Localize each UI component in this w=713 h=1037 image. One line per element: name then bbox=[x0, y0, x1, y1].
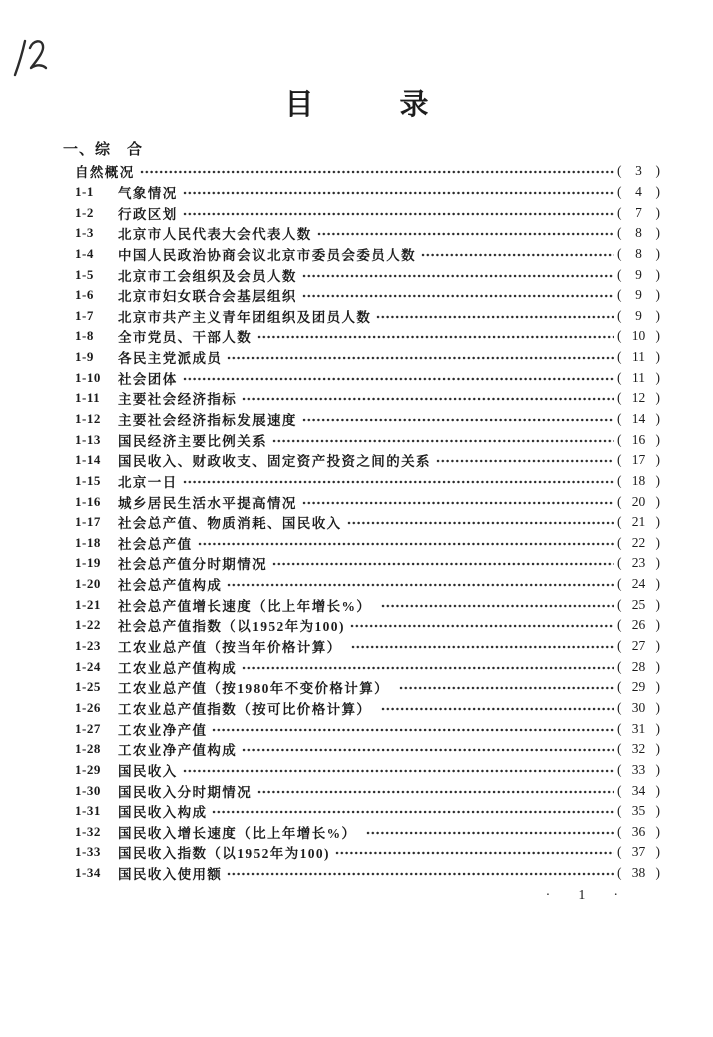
close-paren: ) bbox=[655, 349, 660, 365]
open-paren: ( bbox=[617, 411, 622, 426]
dot-leader bbox=[242, 748, 614, 752]
page-number: 24 bbox=[631, 576, 646, 592]
open-paren: ( bbox=[617, 761, 622, 777]
entry-number: 1-2 bbox=[75, 204, 94, 220]
open-paren: ( bbox=[617, 638, 622, 654]
page-number: 16 bbox=[631, 431, 646, 447]
entry-number: 1-8 bbox=[75, 328, 94, 344]
entry-title: 国民收入、财政收支、固定资产投资之间的关系 bbox=[118, 454, 431, 470]
entry-page bbox=[617, 803, 660, 819]
dot-leader bbox=[335, 851, 614, 855]
entry-title: 社会总产值构成 bbox=[118, 578, 223, 594]
toc-entry bbox=[75, 161, 660, 182]
dot-leader bbox=[242, 666, 614, 670]
toc-entry bbox=[75, 223, 660, 244]
close-paren: ) bbox=[655, 741, 660, 757]
open-paren: ( bbox=[617, 390, 622, 406]
entry-number: 1-11 bbox=[75, 390, 101, 406]
entry-number: 1-20 bbox=[75, 576, 101, 592]
entry-title: 北京一日 bbox=[118, 474, 178, 490]
page-title-char-right: 录 bbox=[399, 89, 429, 121]
toc-entry bbox=[75, 822, 660, 843]
dot-leader bbox=[347, 521, 615, 525]
toc-entry bbox=[75, 388, 660, 409]
entry-page bbox=[617, 844, 660, 860]
open-paren: ( bbox=[617, 534, 622, 550]
entry-title: 自然概况 bbox=[75, 165, 135, 181]
page-number-footer: · 1 · bbox=[545, 888, 625, 903]
entry-number: 1-26 bbox=[75, 699, 101, 715]
page-number: 35 bbox=[631, 803, 646, 819]
close-paren: ) bbox=[655, 596, 660, 612]
dot-leader bbox=[381, 707, 614, 711]
entry-page bbox=[617, 184, 660, 200]
entry-page bbox=[617, 741, 660, 757]
handwritten-mark bbox=[10, 34, 58, 84]
entry-page bbox=[617, 700, 660, 716]
dot-leader bbox=[302, 418, 614, 422]
entry-page bbox=[617, 432, 660, 448]
entry-title: 国民收入使用额 bbox=[118, 867, 223, 883]
toc-entry bbox=[75, 760, 660, 781]
dot-leader bbox=[302, 501, 614, 505]
entry-page bbox=[617, 576, 660, 592]
page-number: 37 bbox=[631, 844, 646, 860]
page-number: 29 bbox=[631, 679, 646, 695]
entry-page bbox=[617, 824, 660, 840]
dot-leader bbox=[212, 810, 614, 814]
entry-number: 1-7 bbox=[75, 307, 94, 323]
open-paren: ( bbox=[617, 865, 622, 881]
entry-title: 全市党员、干部人数 bbox=[118, 330, 253, 346]
close-paren: ) bbox=[655, 761, 660, 777]
toc-entry bbox=[75, 450, 660, 471]
close-paren: ) bbox=[655, 163, 660, 179]
entry-title: 工农业总产值指数（按可比价格计算） bbox=[118, 701, 377, 717]
entry-title: 城乡居民生活水平提高情况 bbox=[118, 495, 297, 511]
entry-title: 社会总产值分时期情况 bbox=[118, 557, 267, 573]
entry-number: 1-15 bbox=[75, 472, 101, 488]
entry-number: 1-9 bbox=[75, 349, 94, 365]
dot-leader bbox=[399, 686, 614, 690]
dot-leader bbox=[381, 604, 614, 608]
toc-entry bbox=[75, 491, 660, 512]
entry-title: 国民收入 bbox=[118, 763, 178, 779]
dot-leader bbox=[183, 191, 614, 195]
entry-title: 各民主党派成员 bbox=[118, 351, 223, 367]
entry-page bbox=[617, 514, 660, 530]
toc-entry bbox=[75, 409, 660, 430]
open-paren: ( bbox=[617, 782, 622, 798]
close-paren: ) bbox=[655, 679, 660, 695]
toc-entry bbox=[75, 347, 660, 368]
entry-page bbox=[617, 659, 660, 675]
toc-entry bbox=[75, 656, 660, 677]
page-number: 32 bbox=[631, 741, 646, 757]
toc-entry bbox=[75, 615, 660, 636]
entry-title: 社会总产值增长速度（比上年增长%） bbox=[118, 598, 377, 614]
close-paren: ) bbox=[655, 493, 660, 509]
open-paren: ( bbox=[617, 328, 622, 344]
entry-title: 国民经济主要比例关系 bbox=[118, 433, 267, 449]
close-paren: ) bbox=[655, 865, 660, 881]
dot-leader bbox=[227, 872, 614, 876]
entry-page bbox=[617, 349, 660, 365]
page-title bbox=[0, 82, 713, 123]
open-paren: ( bbox=[617, 514, 622, 530]
entry-number: 1-18 bbox=[75, 534, 101, 550]
entry-page bbox=[617, 205, 660, 221]
dot-leader bbox=[183, 377, 614, 381]
entry-number: 1-23 bbox=[75, 638, 101, 654]
page-number: 36 bbox=[631, 823, 646, 839]
page-number: 31 bbox=[631, 720, 646, 736]
page-number: 30 bbox=[631, 699, 646, 715]
open-paren: ( bbox=[617, 617, 622, 633]
dot-leader bbox=[272, 562, 614, 566]
dot-leader bbox=[302, 294, 614, 298]
toc-entry bbox=[75, 202, 660, 223]
open-paren: ( bbox=[617, 307, 622, 323]
close-paren: ) bbox=[655, 183, 660, 199]
dot-leader bbox=[302, 274, 614, 278]
entry-number: 1-12 bbox=[75, 411, 101, 426]
open-paren: ( bbox=[617, 369, 622, 385]
close-paren: ) bbox=[655, 390, 660, 406]
entry-page bbox=[617, 328, 660, 344]
entry-page bbox=[617, 617, 660, 633]
entry-number: 1-17 bbox=[75, 514, 101, 530]
toc-entry bbox=[75, 842, 660, 863]
page-number: 14 bbox=[631, 411, 646, 426]
entry-number: 1-29 bbox=[75, 761, 101, 777]
entry-title: 工农业净产值构成 bbox=[118, 743, 238, 759]
dot-leader bbox=[366, 831, 614, 835]
dot-leader bbox=[317, 232, 614, 236]
entry-title: 社会总产值、物质消耗、国民收入 bbox=[118, 516, 342, 532]
entry-page bbox=[617, 246, 660, 262]
close-paren: ) bbox=[655, 823, 660, 839]
entry-title: 主要社会经济指标 bbox=[118, 392, 238, 408]
entry-page bbox=[617, 452, 660, 468]
open-paren: ( bbox=[617, 266, 622, 282]
entry-page bbox=[617, 390, 660, 406]
open-paren: ( bbox=[617, 245, 622, 261]
dot-leader bbox=[183, 769, 614, 773]
entry-page bbox=[617, 762, 660, 778]
page-number: 27 bbox=[631, 638, 646, 654]
entry-number: 1-31 bbox=[75, 803, 101, 819]
entry-title: 社会团体 bbox=[118, 371, 178, 387]
close-paren: ) bbox=[655, 369, 660, 385]
toc-entry bbox=[75, 305, 660, 326]
entry-number: 1-1 bbox=[75, 183, 94, 199]
close-paren: ) bbox=[655, 514, 660, 530]
entry-title: 气象情况 bbox=[118, 185, 178, 201]
page-number: 8 bbox=[635, 225, 642, 241]
close-paren: ) bbox=[655, 472, 660, 488]
page-number: 20 bbox=[631, 493, 646, 509]
entry-page bbox=[617, 370, 660, 386]
close-paren: ) bbox=[655, 720, 660, 736]
close-paren: ) bbox=[655, 411, 660, 426]
toc-entry bbox=[75, 718, 660, 739]
open-paren: ( bbox=[617, 699, 622, 715]
page-number: 22 bbox=[631, 534, 646, 550]
open-paren: ( bbox=[617, 472, 622, 488]
page-number: 28 bbox=[631, 658, 646, 674]
toc-entry bbox=[75, 574, 660, 595]
entry-page bbox=[617, 721, 660, 737]
page-number: 17 bbox=[631, 452, 646, 468]
entry-title: 北京市人民代表大会代表人数 bbox=[118, 227, 312, 243]
entry-page bbox=[617, 163, 660, 179]
entry-number: 1-16 bbox=[75, 493, 101, 509]
dot-leader bbox=[257, 335, 614, 339]
open-paren: ( bbox=[617, 596, 622, 612]
entry-title: 社会总产值指数（以1952年为100) bbox=[118, 619, 345, 635]
entry-title: 北京市共产主义青年团组织及团员人数 bbox=[118, 309, 372, 325]
entry-number: 1-27 bbox=[75, 720, 101, 736]
dot-leader bbox=[183, 212, 614, 216]
open-paren: ( bbox=[617, 720, 622, 736]
dot-leader bbox=[350, 624, 614, 628]
entry-title: 工农业总产值（按1980年不变价格计算） bbox=[118, 681, 394, 697]
toc-entry bbox=[75, 636, 660, 657]
toc-entry bbox=[75, 594, 660, 615]
dot-leader bbox=[257, 790, 614, 794]
page-number: 9 bbox=[635, 266, 642, 282]
entry-number: 1-3 bbox=[75, 225, 94, 241]
open-paren: ( bbox=[617, 452, 622, 468]
page-number: 11 bbox=[632, 349, 645, 365]
toc-entry bbox=[75, 429, 660, 450]
entry-page bbox=[617, 679, 660, 695]
close-paren: ) bbox=[655, 328, 660, 344]
dot-leader bbox=[212, 728, 614, 732]
open-paren: ( bbox=[617, 844, 622, 860]
close-paren: ) bbox=[655, 699, 660, 715]
open-paren: ( bbox=[617, 163, 622, 179]
page-number: 18 bbox=[631, 472, 646, 488]
entry-title: 国民收入构成 bbox=[118, 805, 208, 821]
close-paren: ) bbox=[655, 431, 660, 447]
toc-entry bbox=[75, 677, 660, 698]
toc-entry bbox=[75, 553, 660, 574]
toc-entry bbox=[75, 780, 660, 801]
entry-title: 社会总产值 bbox=[118, 536, 193, 552]
page-number: 26 bbox=[631, 617, 646, 633]
open-paren: ( bbox=[617, 658, 622, 674]
open-paren: ( bbox=[617, 803, 622, 819]
open-paren: ( bbox=[617, 183, 622, 199]
entry-page bbox=[617, 535, 660, 551]
dot-leader bbox=[376, 315, 614, 319]
close-paren: ) bbox=[655, 658, 660, 674]
open-paren: ( bbox=[617, 741, 622, 757]
page-number: 8 bbox=[635, 245, 642, 261]
entry-page bbox=[617, 555, 660, 571]
toc-entry bbox=[75, 264, 660, 285]
dot-leader bbox=[242, 397, 614, 401]
entry-number: 1-4 bbox=[75, 245, 94, 261]
close-paren: ) bbox=[655, 204, 660, 220]
toc-entry bbox=[75, 698, 660, 719]
page-number: 21 bbox=[631, 514, 646, 530]
entry-page bbox=[617, 308, 660, 324]
close-paren: ) bbox=[655, 307, 660, 323]
close-paren: ) bbox=[655, 225, 660, 241]
page-number: 7 bbox=[635, 204, 642, 220]
dot-leader bbox=[436, 459, 614, 463]
close-paren: ) bbox=[655, 555, 660, 571]
entry-number: 1-32 bbox=[75, 823, 101, 839]
close-paren: ) bbox=[655, 576, 660, 592]
close-paren: ) bbox=[655, 534, 660, 550]
page-number: 38 bbox=[631, 865, 646, 881]
entry-number: 1-33 bbox=[75, 844, 101, 860]
open-paren: ( bbox=[617, 493, 622, 509]
open-paren: ( bbox=[617, 576, 622, 592]
entry-title: 工农业净产值 bbox=[118, 722, 208, 738]
page-number: 23 bbox=[631, 555, 646, 571]
dot-leader bbox=[227, 583, 614, 587]
entry-title: 行政区划 bbox=[118, 206, 178, 222]
entry-number: 1-19 bbox=[75, 555, 101, 571]
toc-entry bbox=[75, 533, 660, 554]
entry-number: 1-30 bbox=[75, 782, 101, 798]
entry-title: 工农业总产值（按当年价格计算） bbox=[118, 640, 347, 656]
entry-number: 1-10 bbox=[75, 369, 101, 385]
toc-entry bbox=[75, 182, 660, 203]
entry-number: 1-13 bbox=[75, 431, 101, 447]
entry-title: 国民收入指数（以1952年为100) bbox=[118, 846, 330, 862]
page-number: 12 bbox=[631, 390, 646, 406]
open-paren: ( bbox=[617, 204, 622, 220]
toc-list bbox=[75, 161, 660, 883]
page-number: 4 bbox=[635, 183, 642, 199]
toc-entry bbox=[75, 244, 660, 265]
entry-page bbox=[617, 225, 660, 241]
page-number: 34 bbox=[631, 782, 646, 798]
close-paren: ) bbox=[655, 844, 660, 860]
entry-number: 1-21 bbox=[75, 596, 101, 612]
entry-number: 1-5 bbox=[75, 266, 94, 282]
open-paren: ( bbox=[617, 431, 622, 447]
open-paren: ( bbox=[617, 823, 622, 839]
entry-page bbox=[617, 473, 660, 489]
open-paren: ( bbox=[617, 225, 622, 241]
dot-leader bbox=[421, 253, 614, 257]
entry-page bbox=[617, 287, 660, 303]
dot-leader bbox=[198, 542, 615, 546]
close-paren: ) bbox=[655, 638, 660, 654]
toc-entry bbox=[75, 512, 660, 533]
toc-entry bbox=[75, 285, 660, 306]
page-title-char-left: 目 bbox=[284, 89, 314, 121]
open-paren: ( bbox=[617, 679, 622, 695]
close-paren: ) bbox=[655, 617, 660, 633]
entry-page bbox=[617, 411, 660, 427]
entry-page bbox=[617, 494, 660, 510]
dot-leader bbox=[351, 645, 614, 649]
entry-title: 工农业总产值构成 bbox=[118, 660, 238, 676]
entry-page bbox=[617, 597, 660, 613]
page-number: 33 bbox=[631, 761, 646, 777]
entry-number: 1-14 bbox=[75, 452, 101, 468]
entry-page bbox=[617, 783, 660, 799]
entry-title: 国民收入增长速度（比上年增长%） bbox=[118, 825, 362, 841]
page-number: 9 bbox=[635, 307, 642, 323]
entry-number: 1-25 bbox=[75, 679, 101, 695]
entry-number: 1-6 bbox=[75, 287, 94, 303]
close-paren: ) bbox=[655, 452, 660, 468]
page-number: 25 bbox=[631, 596, 646, 612]
entry-title: 北京市妇女联合会基层组织 bbox=[118, 289, 297, 305]
close-paren: ) bbox=[655, 266, 660, 282]
toc-entry bbox=[75, 367, 660, 388]
entry-page bbox=[617, 267, 660, 283]
toc-entry bbox=[75, 471, 660, 492]
toc-entry bbox=[75, 801, 660, 822]
page-number: 10 bbox=[631, 328, 646, 344]
close-paren: ) bbox=[655, 245, 660, 261]
section-heading: 一、综 合 bbox=[63, 142, 144, 158]
entry-number: 1-34 bbox=[75, 865, 101, 881]
entry-title: 北京市工会组织及会员人数 bbox=[118, 268, 297, 284]
page-number: 9 bbox=[635, 287, 642, 303]
entry-number: 1-22 bbox=[75, 617, 101, 633]
toc-entry bbox=[75, 326, 660, 347]
dot-leader bbox=[272, 439, 614, 443]
close-paren: ) bbox=[655, 287, 660, 303]
open-paren: ( bbox=[617, 287, 622, 303]
entry-page bbox=[617, 638, 660, 654]
entry-number: 1-28 bbox=[75, 741, 101, 757]
entry-title: 国民收入分时期情况 bbox=[118, 784, 253, 800]
entry-page bbox=[617, 865, 660, 881]
toc-entry bbox=[75, 739, 660, 760]
close-paren: ) bbox=[655, 803, 660, 819]
handwritten-mark-drawing bbox=[10, 34, 58, 84]
page-number: 11 bbox=[632, 369, 645, 385]
entry-title: 主要社会经济指标发展速度 bbox=[118, 413, 297, 428]
dot-leader bbox=[227, 356, 614, 360]
entry-title: 中国人民政治协商会议北京市委员会委员人数 bbox=[118, 247, 416, 263]
dot-leader bbox=[140, 170, 614, 174]
open-paren: ( bbox=[617, 555, 622, 571]
toc-entry bbox=[75, 863, 660, 884]
close-paren: ) bbox=[655, 782, 660, 798]
open-paren: ( bbox=[617, 349, 622, 365]
entry-number: 1-24 bbox=[75, 658, 101, 674]
page-number: 3 bbox=[635, 163, 642, 179]
dot-leader bbox=[183, 480, 614, 484]
